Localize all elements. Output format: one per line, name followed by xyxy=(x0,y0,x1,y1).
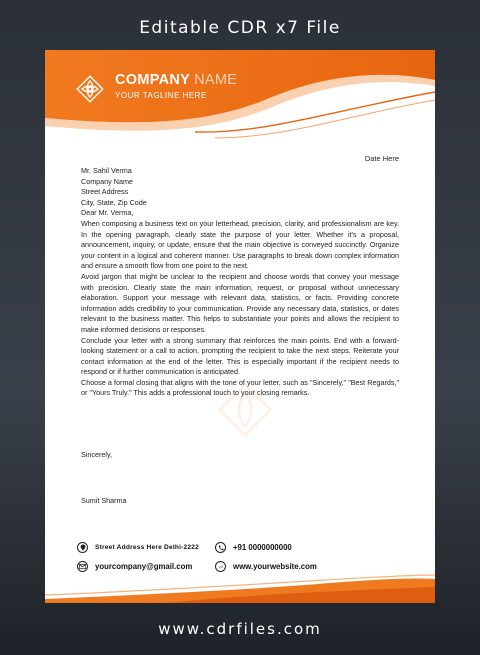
globe-icon xyxy=(215,561,226,572)
banner-title: Editable CDR x7 File xyxy=(139,18,341,38)
letter-closing: Sincerely, xyxy=(81,450,113,459)
salutation: Dear Mr. Verma, xyxy=(81,208,134,218)
recipient-company: Company Name xyxy=(81,176,133,186)
footer-phone xyxy=(215,542,292,553)
footer-website xyxy=(215,561,317,572)
letter-body xyxy=(81,166,399,399)
footer-wave xyxy=(45,573,435,603)
company-name-bold: COMPANY xyxy=(115,72,191,88)
footer-email xyxy=(77,561,192,572)
company-name xyxy=(115,72,237,88)
footer-address xyxy=(77,542,199,553)
email-text: yourcompany@gmail.com xyxy=(95,562,193,571)
letterhead-sheet xyxy=(45,50,435,603)
company-tagline: YOUR TAGLINE HERE xyxy=(115,91,207,100)
signature-name: Sumit Sharma xyxy=(81,496,127,505)
email-icon xyxy=(77,561,88,572)
address-text: Street Address Here Delhi-2222 xyxy=(95,544,199,551)
company-name-light: NAME xyxy=(194,72,238,88)
location-pin-icon xyxy=(77,542,88,553)
bottom-url: www.cdrfiles.com xyxy=(158,620,322,638)
paragraph: Choose a formal closing that aligns with the tone of your letter, such as "Sincerely," "Best Regards," or "Yours Truly." This adds a professional touch to your closing remarks. xyxy=(81,377,399,398)
paragraph: Avoid jargon that might be unclear to the recipient and choose words that convey your message with precision. Clearly state the main information, request, or proposal without unnecessary elaboration. Support your message with relevant data, statistics, or facts. Providing concrete information adds credibility to your communication. Provide any necessary data, statistics, or dates relevant to the business matter. This helps to substantiate your points and allows the recipient to make informed decisions or responses. xyxy=(81,271,399,334)
recipient-name: Mr. Sahil Verma xyxy=(81,166,132,175)
paragraph: Conclude your letter with a strong summary that reinforces the main points. End with a forward-looking statement or a call to action, prompting the recipient to take the next steps. Reiterate your contact information at the end of the letter. This is especially important if the recipient needs to respond or if further communication is anticipated. xyxy=(81,335,399,377)
recipient-city: City, State, Zip Code xyxy=(81,197,147,207)
letter-date: Date Here xyxy=(364,154,399,163)
phone-text: +91 0000000000 xyxy=(233,543,292,552)
recipient-street: Street Address xyxy=(81,187,129,197)
paragraph: When composing a business text on your letterhead, precision, clarity, and professionalism are key. In the opening paragraph, clearly state the purpose of your letter. Whether it's a proposal, announcement, inquiry, or update, ensure that the main objective is conveyed succinctly. Organize your content in a logical and coherent manner. Use paragraphs to break down complex information and ensure a smooth flow from one point to the next. xyxy=(81,218,399,271)
website-text: www.yourwebsite.com xyxy=(233,562,317,571)
lotus-logo-icon xyxy=(75,74,105,104)
phone-icon xyxy=(215,542,226,553)
